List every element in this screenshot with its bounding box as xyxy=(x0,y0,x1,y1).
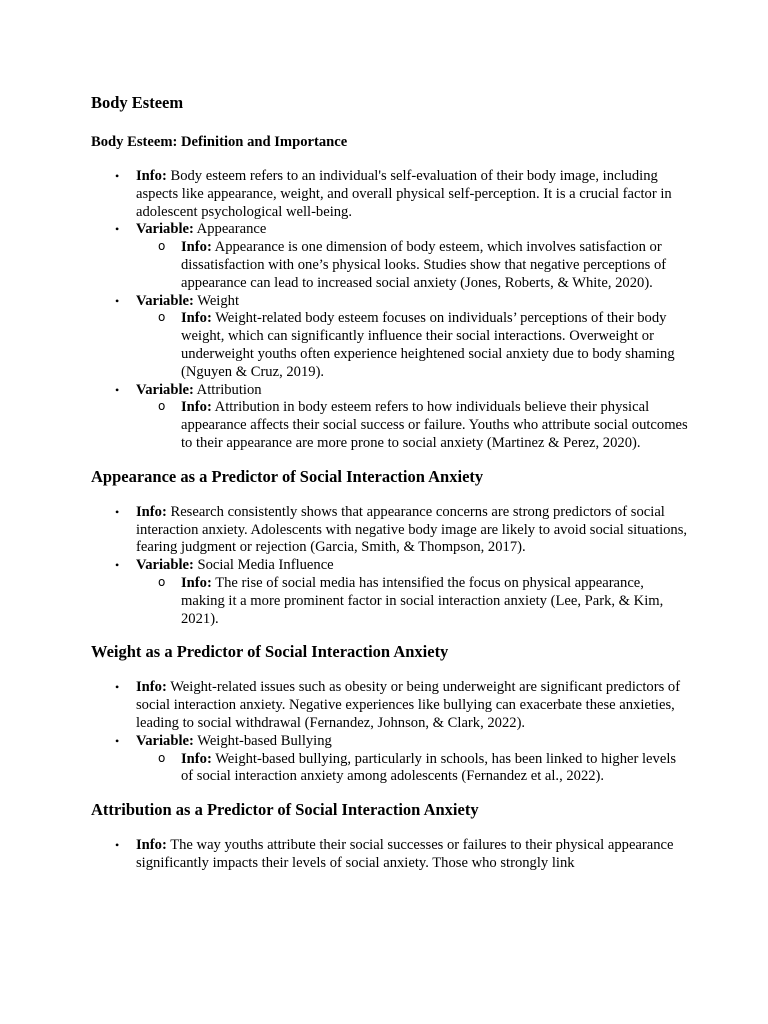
sub-list xyxy=(136,751,691,787)
sub-bullet-icon: o xyxy=(158,310,166,325)
section-heading-attribution: Attribution as a Predictor of Social Interaction Anxiety xyxy=(91,800,479,820)
item-label: Variable: xyxy=(136,557,194,574)
sub-bullet-icon: o xyxy=(158,574,166,589)
sub-bullet-icon: o xyxy=(158,750,166,765)
item-text: Attribution xyxy=(193,381,262,398)
item-text: Weight-based bullying, particularly in schools, has been linked to higher levels of social interaction anxiety among adolescents (Fernandez et al., 2022). xyxy=(181,750,677,785)
sub-list-item xyxy=(136,399,691,452)
item-label: Info: xyxy=(136,168,167,184)
list-item xyxy=(91,557,691,628)
item-label: Info: xyxy=(181,239,212,256)
item-text: Appearance is one dimension of body esteem, which involves satisfaction or dissatisfaction with one’s physical looks. Studies show that negative perceptions of appearance can lead to increased social anxiety (Jones, Roberts, & White, 2020). xyxy=(181,239,667,291)
item-text: Weight xyxy=(193,292,240,309)
sub-list xyxy=(136,399,691,452)
bullet-icon: • xyxy=(115,504,120,519)
item-text: Social Media Influence xyxy=(193,557,334,574)
item-label: Info: xyxy=(136,503,167,520)
sub-list-item xyxy=(136,239,691,292)
item-text: Research consistently shows that appearance concerns are strong predictors of social interaction anxiety. Adolescents with negative body image are likely to avoid social situations, fearing judgment or rejection (Garcia, Smith, & Thompson, 2017). xyxy=(136,503,688,556)
item-label: Variable: xyxy=(136,381,194,398)
section-subtitle: Body Esteem: Definition and Importance xyxy=(91,134,348,150)
sub-list xyxy=(136,239,691,292)
list-item xyxy=(91,168,691,221)
list-item xyxy=(91,504,691,557)
item-text: Appearance xyxy=(193,221,267,238)
appearance-list xyxy=(91,504,691,629)
page-title: Body Esteem xyxy=(91,93,184,112)
bullet-icon: • xyxy=(115,838,120,853)
item-label: Variable: xyxy=(136,732,194,749)
bullet-icon: • xyxy=(115,558,120,573)
item-label: Info: xyxy=(136,679,167,696)
sub-list-item xyxy=(136,310,691,381)
item-label: Variable: xyxy=(136,292,194,309)
item-label: Info: xyxy=(181,574,212,591)
item-text: Attribution in body esteem refers to how individuals believe their physical appearance affects their social success or failure. Youths who attribute social outcomes to their appearance are more prone to social anxiety (Martinez & Perez, 2020). xyxy=(181,399,688,451)
bullet-icon: • xyxy=(115,169,120,183)
item-text: Weight-related body esteem focuses on individuals’ perceptions of their body weight, which can significantly influence their social interactions. Overweight or underweight youths often experience heightened social anxiety due to body shaming (Nguyen & Cruz, 2019). xyxy=(181,310,675,380)
sub-list xyxy=(136,575,691,628)
sub-list-item xyxy=(136,751,691,787)
sub-list xyxy=(136,310,691,381)
item-label: Info: xyxy=(181,750,212,767)
item-label: Variable: xyxy=(136,221,194,238)
bullet-icon: • xyxy=(115,222,120,237)
weight-list xyxy=(91,679,691,786)
item-text: The rise of social media has intensified the focus on physical appearance, making it a more prominent factor in social interaction anxiety (Lee, Park, & Kim, 2021). xyxy=(181,574,664,627)
document-body xyxy=(91,93,691,873)
list-item xyxy=(91,382,691,453)
bullet-icon: • xyxy=(115,293,120,308)
list-item xyxy=(91,733,691,786)
bullet-icon: • xyxy=(115,382,120,397)
item-text: Body esteem refers to an individual's self-evaluation of their body image, including aspects like appearance, weight, and overall physical self-perception. It is a crucial factor in adolescent psychological well-being. xyxy=(136,168,672,220)
item-text: Weight-based Bullying xyxy=(193,732,332,749)
bullet-icon: • xyxy=(115,733,120,748)
item-label: Info: xyxy=(181,399,212,416)
item-text: Weight-related issues such as obesity or being underweight are significant predictors of social interaction anxiety. Negative experiences like bullying can exacerbate these anxieties, leading to social withdrawal (Fernandez, Johnson, & Clark, 2022). xyxy=(136,679,681,731)
sub-list-item xyxy=(136,575,691,628)
list-item xyxy=(91,221,691,292)
item-label: Info: xyxy=(181,310,212,327)
bullet-icon: • xyxy=(115,680,120,695)
list-item xyxy=(91,679,691,732)
attribution-list xyxy=(91,837,691,873)
sub-bullet-icon: o xyxy=(158,399,166,414)
definition-list xyxy=(91,168,691,453)
list-item xyxy=(91,837,691,873)
section-heading-appearance: Appearance as a Predictor of Social Interaction Anxiety xyxy=(91,466,484,486)
section-heading-weight: Weight as a Predictor of Social Interaction Anxiety xyxy=(91,642,449,662)
item-text: The way youths attribute their social successes or failures to their physical appearance significantly impacts their levels of social anxiety. Those who strongly link xyxy=(136,837,674,871)
item-label: Info: xyxy=(136,837,167,854)
sub-bullet-icon: o xyxy=(158,239,166,254)
list-item xyxy=(91,293,691,382)
